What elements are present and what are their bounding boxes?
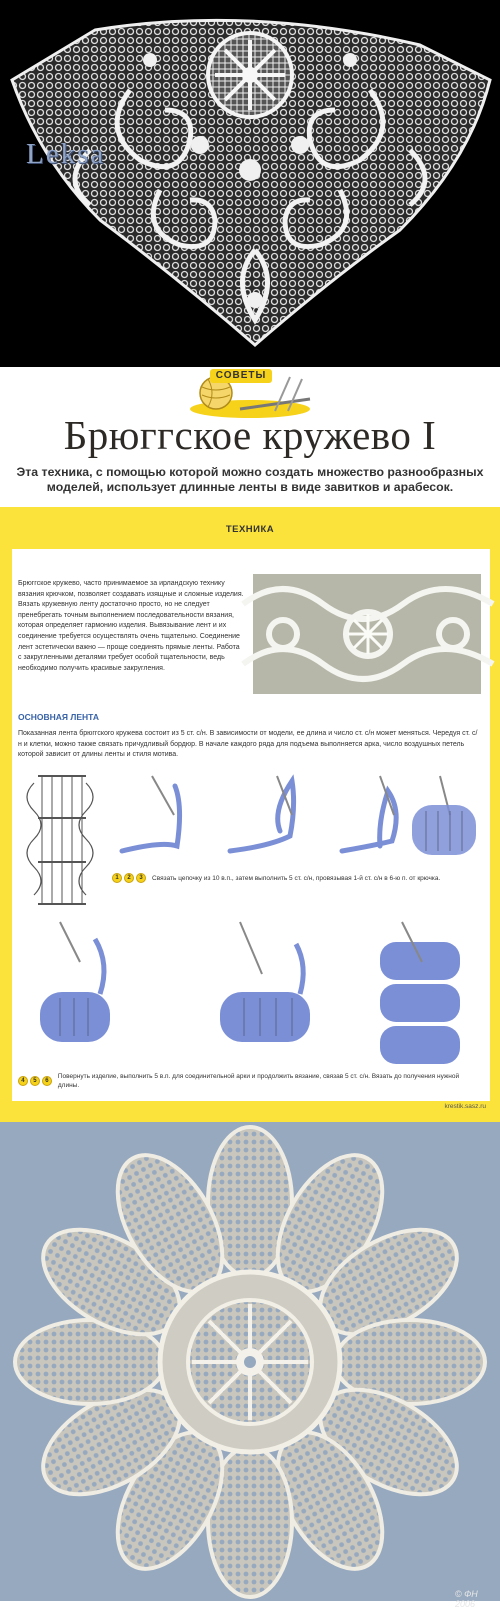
site-credit: krestik.sasz.ru: [444, 1103, 486, 1110]
steps-1-3-row: [112, 873, 482, 883]
shawl-photo: [0, 0, 500, 367]
step-number: 6: [42, 1076, 52, 1086]
steps-4-6-illustration: [30, 922, 480, 1067]
steps-4-6-caption: Повернуть изделие, выполнить 5 в.п. для соединительной арки и продолжить вязание, связав 5 ст. с/н. Вязать до получения нужной длины.: [57, 1073, 460, 1089]
basic-ribbon-paragraph: Показанная лента брюггского кружева состоит из 5 ст. с/н. В зависимости от модели, ее длина и число ст. с/н может меняться. Чередуя ст. с/н и клетки, можно также связать причудливый бордюр. В начале каждого ряда для подъема выполняется арка, число воздушных петель которой зависит от длины ленты и стиля мотива.: [18, 730, 478, 759]
page-title: Брюггское кружево I: [63, 412, 437, 458]
photo-watermark: © ФН 2006: [455, 1589, 478, 1609]
step-number: 1: [112, 873, 122, 883]
step-number: 5: [30, 1076, 40, 1086]
steps-4-6-row: [18, 1072, 480, 1090]
watermark-text: Leksa: [26, 138, 106, 170]
shawl-lace-image: [0, 0, 500, 367]
lace-closeup-photo: [253, 574, 481, 694]
step-number: 2: [124, 873, 134, 883]
tips-badge-label: СОВЕТЫ: [210, 369, 272, 383]
page-subtitle: Эта техника, с помощью которой можно создать множество разнообразных моделей, использует длинные ленты в виде завитков и арабесок.: [16, 465, 484, 494]
section-tag: ТЕХНИКА: [225, 524, 275, 535]
steps-1-3-illustration: [112, 771, 482, 867]
step-number: 3: [136, 873, 146, 883]
magazine-page: [0, 367, 500, 1122]
doily-lace-image: [0, 1122, 500, 1601]
basic-ribbon-heading: ОСНОВНАЯ ЛЕНТА: [18, 712, 99, 722]
crochet-chart-diagram: [18, 771, 104, 911]
doily-photo: [0, 1122, 500, 1609]
step-number: 4: [18, 1076, 28, 1086]
steps-1-3-caption: Связать цепочку из 10 в.п., затем выполнить 5 ст. с/н, провязывая 1-й ст. с/н в 6-ю п. от крючка.: [152, 874, 441, 882]
intro-paragraph: Брюггское кружево, часто принимаемое за ирландскую технику вязания крючком, позволяет создавать изящные и сложные изделия. Вязать кружевную ленту достаточно просто, но не следует пренебрегать точным выполнением последовательности вязания, которая определяет гармонию изделия. Вывязывание лент и их соединение требуется осуществлять очень тщательно. Соединение лент эстетически важно — проще соединять прямые ленты. Работа с закругленными деталями требует особой тщательности, ведь необходимо получить красивые закругления.: [18, 580, 244, 672]
